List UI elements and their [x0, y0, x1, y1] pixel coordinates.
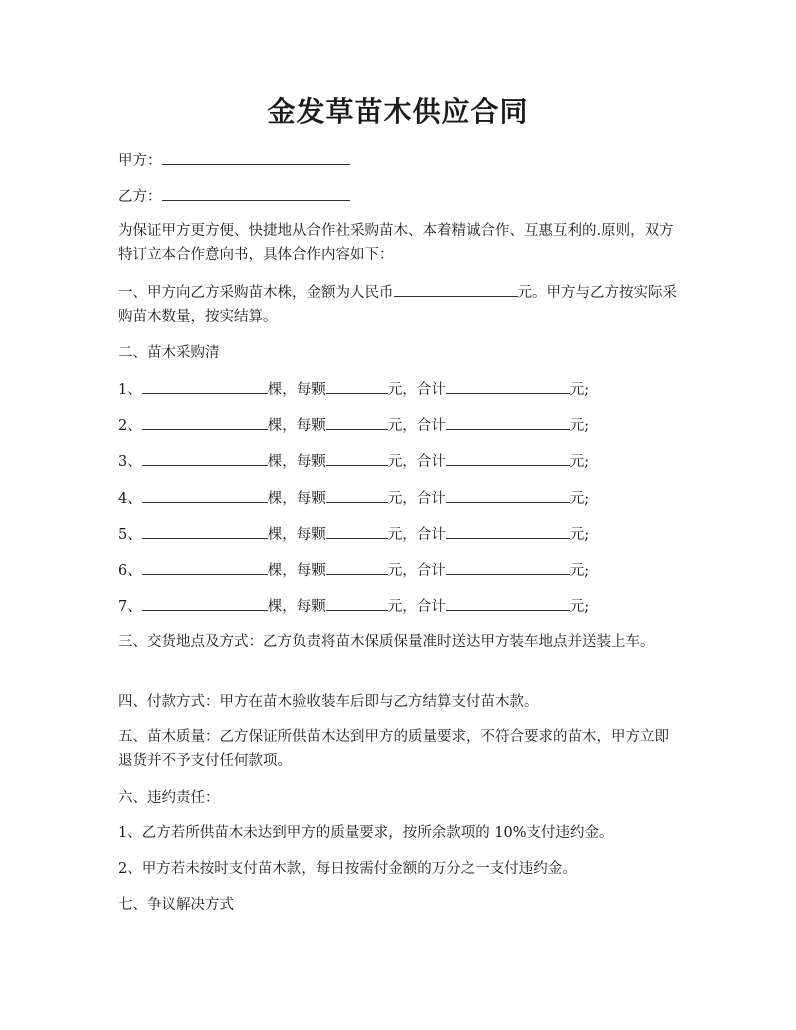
row-end: 元;: [569, 563, 590, 579]
price-blank: [326, 486, 388, 503]
quantity-blank: [142, 413, 268, 430]
row-unit-tree: 棵，每颗: [267, 418, 326, 434]
total-blank: [446, 449, 570, 466]
party-b-line: [118, 184, 682, 209]
row-number: 4、: [118, 491, 142, 507]
price-blank: [326, 522, 388, 539]
price-blank: [326, 594, 388, 611]
row-unit-yuan: 元，合计: [387, 563, 446, 579]
row-unit-tree: 棵，每颗: [267, 563, 326, 579]
row-end: 元;: [569, 527, 590, 543]
row-unit-yuan: 元，合计: [387, 418, 446, 434]
party-a-blank: [162, 148, 350, 165]
clause-7-heading: 七、争议解决方式: [118, 897, 234, 913]
total-blank: [446, 486, 570, 503]
purchase-row: [118, 558, 678, 583]
quantity-blank: [142, 449, 268, 466]
row-end: 元;: [569, 454, 590, 470]
party-b-label: 乙方：: [118, 189, 162, 205]
row-end: 元;: [569, 418, 590, 434]
row-number: 1、: [118, 382, 142, 398]
row-end: 元;: [569, 599, 590, 615]
clause-6-heading: 六、违约责任：: [118, 790, 220, 806]
row-unit-yuan: 元，合计: [387, 491, 446, 507]
quantity-blank: [142, 377, 268, 394]
clause-6-item-2: 2、甲方若未按时支付苗木款，每日按需付金额的万分之一支付违约金。: [118, 861, 577, 877]
row-number: 2、: [118, 418, 142, 434]
row-unit-tree: 棵，每颗: [267, 491, 326, 507]
intro-paragraph: 为保证甲方更方便、快捷地从合作社采购苗木、本着精诚合作、互惠互利的.原则，双方特订立本合作意向书，具体合作内容如下：: [118, 223, 674, 263]
row-unit-tree: 棵，每颗: [267, 454, 326, 470]
quantity-blank: [142, 486, 268, 503]
quantity-blank: [142, 558, 268, 575]
amount-blank: [394, 280, 518, 297]
row-unit-tree: 棵，每颗: [267, 527, 326, 543]
purchase-row: [118, 594, 678, 619]
row-number: 5、: [118, 527, 142, 543]
price-blank: [326, 413, 388, 430]
row-unit-yuan: 元，合计: [387, 454, 446, 470]
row-end: 元;: [569, 491, 590, 507]
clause-2-heading: 二、苗木采购清: [118, 345, 220, 361]
price-blank: [326, 449, 388, 466]
clause-1-text-a: 一、甲方向乙方采购苗木株，金额为人民币: [118, 285, 394, 301]
quantity-blank: [142, 594, 268, 611]
row-unit-yuan: 元，合计: [387, 599, 446, 615]
party-b-blank: [162, 184, 350, 201]
row-number: 7、: [118, 599, 142, 615]
row-number: 3、: [118, 454, 142, 470]
purchase-row: [118, 486, 678, 511]
row-unit-yuan: 元，合计: [387, 527, 446, 543]
purchase-row: [118, 413, 678, 438]
document-title: 金发草苗木供应合同: [267, 95, 529, 128]
row-unit-tree: 棵，每颗: [267, 599, 326, 615]
purchase-row: [118, 522, 678, 547]
price-blank: [326, 558, 388, 575]
row-number: 6、: [118, 563, 142, 579]
purchase-row: [118, 377, 678, 402]
clause-3: 三、交货地点及方式：乙方负责将苗木保质保量准时送达甲方装车地点并送装上车。: [118, 634, 655, 650]
row-end: 元;: [569, 382, 590, 398]
clause-6-item-1: 1、乙方若所供苗木未达到甲方的质量要求，按所余款项的 10%支付违约金。: [118, 825, 614, 841]
purchase-row: [118, 449, 678, 474]
total-blank: [446, 558, 570, 575]
price-blank: [326, 377, 388, 394]
total-blank: [446, 413, 570, 430]
total-blank: [446, 522, 570, 539]
quantity-blank: [142, 522, 268, 539]
party-a-line: [118, 148, 682, 173]
total-blank: [446, 377, 570, 394]
total-blank: [446, 594, 570, 611]
clause-1-text-b: 元。甲方与乙方按实际采购苗木数量，按实结算。: [118, 285, 677, 325]
party-a-label: 甲方：: [118, 153, 162, 169]
clause-5: 五、苗木质量：乙方保证所供苗木达到甲方的质量要求，不符合要求的苗木，甲方立即退货并不予支付任何款项。: [118, 729, 669, 769]
clause-1: [118, 280, 682, 329]
row-unit-yuan: 元，合计: [387, 382, 446, 398]
clause-4: 四、付款方式：甲方在苗木验收装车后即与乙方结算支付苗木款。: [118, 694, 539, 710]
row-unit-tree: 棵，每颗: [267, 382, 326, 398]
